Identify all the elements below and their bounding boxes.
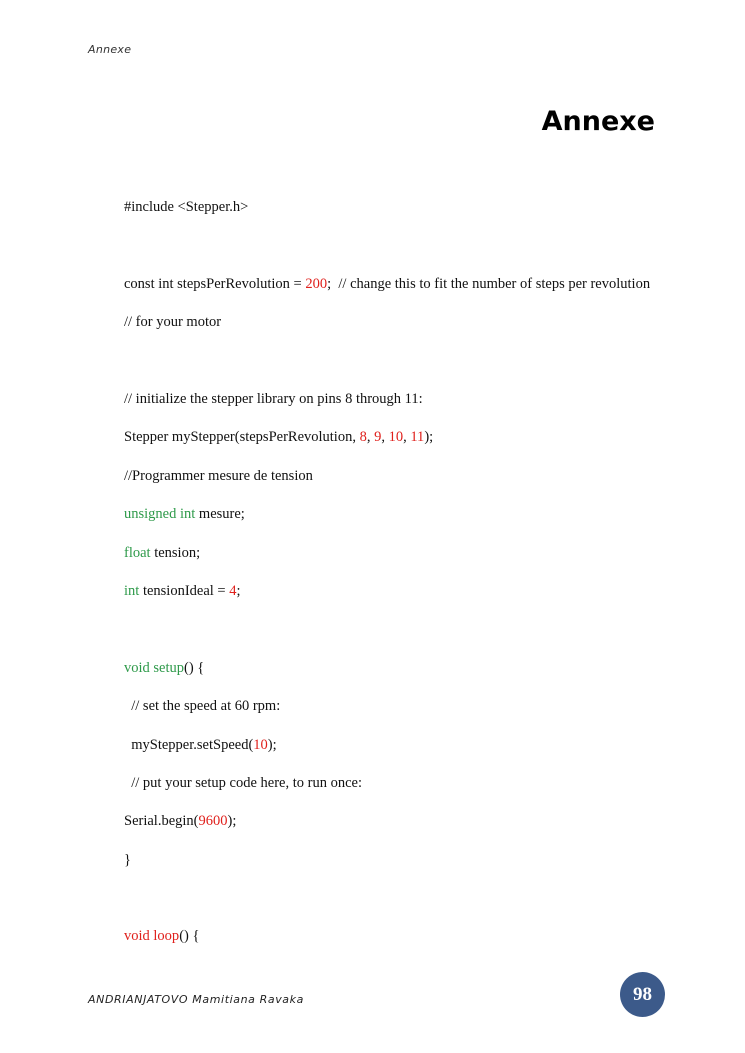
code-line-comment-mesure: //Programmer mesure de tension bbox=[124, 468, 313, 484]
code-line-loop-open: void loop() { bbox=[124, 928, 200, 944]
page-number-badge: 98 bbox=[620, 972, 665, 1017]
code-line-serial-begin: Serial.begin(9600); bbox=[124, 813, 237, 829]
code-line-set-speed: myStepper.setSpeed(10); bbox=[124, 737, 277, 753]
code-line-tension-ideal: int tensionIdeal = 4; bbox=[124, 583, 241, 599]
code-line-include: #include <Stepper.h> bbox=[124, 199, 249, 215]
code-line-setup-close: } bbox=[124, 852, 131, 868]
code-line-mesure-decl: unsigned int mesure; bbox=[124, 506, 245, 522]
code-line-tension-decl: float tension; bbox=[124, 545, 201, 561]
running-header: Annexe bbox=[88, 43, 132, 56]
code-line-setup-open: void setup() { bbox=[124, 660, 205, 676]
code-line-comment-setup: // put your setup code here, to run once: bbox=[124, 775, 362, 791]
code-line-comment-init: // initialize the stepper library on pins 8 through 11: bbox=[124, 391, 423, 407]
code-line-comment-motor: // for your motor bbox=[124, 314, 222, 330]
footer-author: ANDRIANJATOVO Mamitiana Ravaka bbox=[88, 993, 304, 1006]
page-title: Annexe bbox=[541, 106, 655, 137]
code-line-comment-speed: // set the speed at 60 rpm: bbox=[124, 698, 281, 714]
code-line-stepper-decl: Stepper myStepper(stepsPerRevolution, 8, 9, 10, 11); bbox=[124, 429, 434, 445]
code-line-steps-const: const int stepsPerRevolution = 200; // change this to fit the number of steps per revolution bbox=[124, 276, 651, 292]
